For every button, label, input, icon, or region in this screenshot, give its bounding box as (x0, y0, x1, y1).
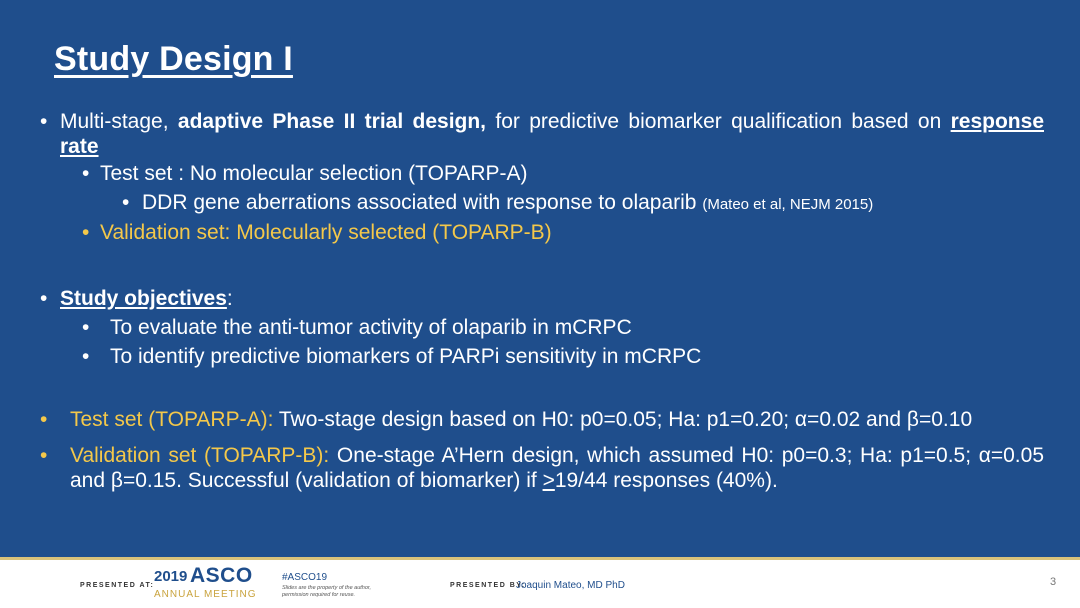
bullet-dot: • (82, 162, 90, 185)
text: DDR gene aberrations associated with response to olaparib (142, 191, 703, 214)
bullet-objective-1 (82, 315, 982, 340)
text: for predictive biomarker qualification based on (486, 110, 951, 133)
conference-hashtag: #ASCO19 (282, 572, 328, 583)
bullet-dot: • (40, 110, 48, 133)
bullet-dot: • (40, 444, 48, 467)
bullet-trial-design (40, 109, 1044, 159)
text-validation-set-label: Validation set (TOPARP-B): (70, 444, 330, 467)
presenter-name: Joaquin Mateo, MD PhD (516, 580, 625, 591)
bullet-dot: • (82, 316, 90, 339)
bullet-dot: • (40, 408, 48, 431)
text: To identify predictive biomarkers of PARPi sensitivity in mCRPC (110, 345, 702, 368)
text: To evaluate the anti-tumor activity of olaparib in mCRPC (110, 316, 632, 339)
bullet-dot: • (82, 345, 90, 368)
asco-logo-word: ASCO (190, 564, 253, 587)
slide-footer (0, 560, 1080, 608)
text: 19/44 responses (40%). (554, 469, 778, 492)
bullet-study-objectives (40, 286, 940, 311)
bullet-dot: • (82, 221, 90, 244)
text-gte-symbol: > (542, 469, 555, 492)
text: : (226, 287, 233, 310)
text-study-objectives: Study objectives (60, 287, 227, 310)
bullet-test-set-design (40, 407, 1050, 432)
text: Test set : No molecular selection (TOPARP-A) (100, 162, 528, 185)
presented-by-label: PRESENTED BY: (450, 582, 526, 589)
text: Validation set: Molecularly selected (TOPARP-B) (100, 221, 552, 244)
asco-logo-subtitle: ANNUAL MEETING (154, 589, 257, 600)
presented-at-label: PRESENTED AT: (80, 582, 155, 589)
bullet-validation-set (82, 220, 982, 245)
bullet-dot: • (40, 287, 48, 310)
bullet-test-set (82, 161, 982, 186)
text: One-stage A’Hern design, which assumed H0: p0=0.3; Ha: p1=0.5; α=0.05 and β=0.15. Successful (validation of biomarker) if (70, 444, 1044, 492)
bullet-dot: • (122, 191, 130, 214)
slide-title: Study Design I (54, 40, 293, 78)
asco-logo-year: 2019 (154, 568, 188, 585)
text-test-set-label: Test set (TOPARP-A): (70, 408, 274, 431)
bullet-validation-set-design (40, 443, 1044, 493)
bullet-ddr-genes (122, 190, 1042, 217)
text-response-rate: response rate (60, 110, 1044, 158)
text: Multi-stage, (60, 110, 178, 133)
citation: (Mateo et al, NEJM 2015) (702, 196, 874, 213)
text-bold: adaptive Phase II trial design, (177, 110, 487, 133)
page-number: 3 (1050, 576, 1057, 588)
text: Two-stage design based on H0: p0=0.05; Ha: p1=0.20; α=0.02 and β=0.10 (273, 408, 973, 431)
copyright-note: Slides are the property of the author, permission required for reuse. (282, 585, 371, 598)
bullet-objective-2 (82, 344, 982, 369)
